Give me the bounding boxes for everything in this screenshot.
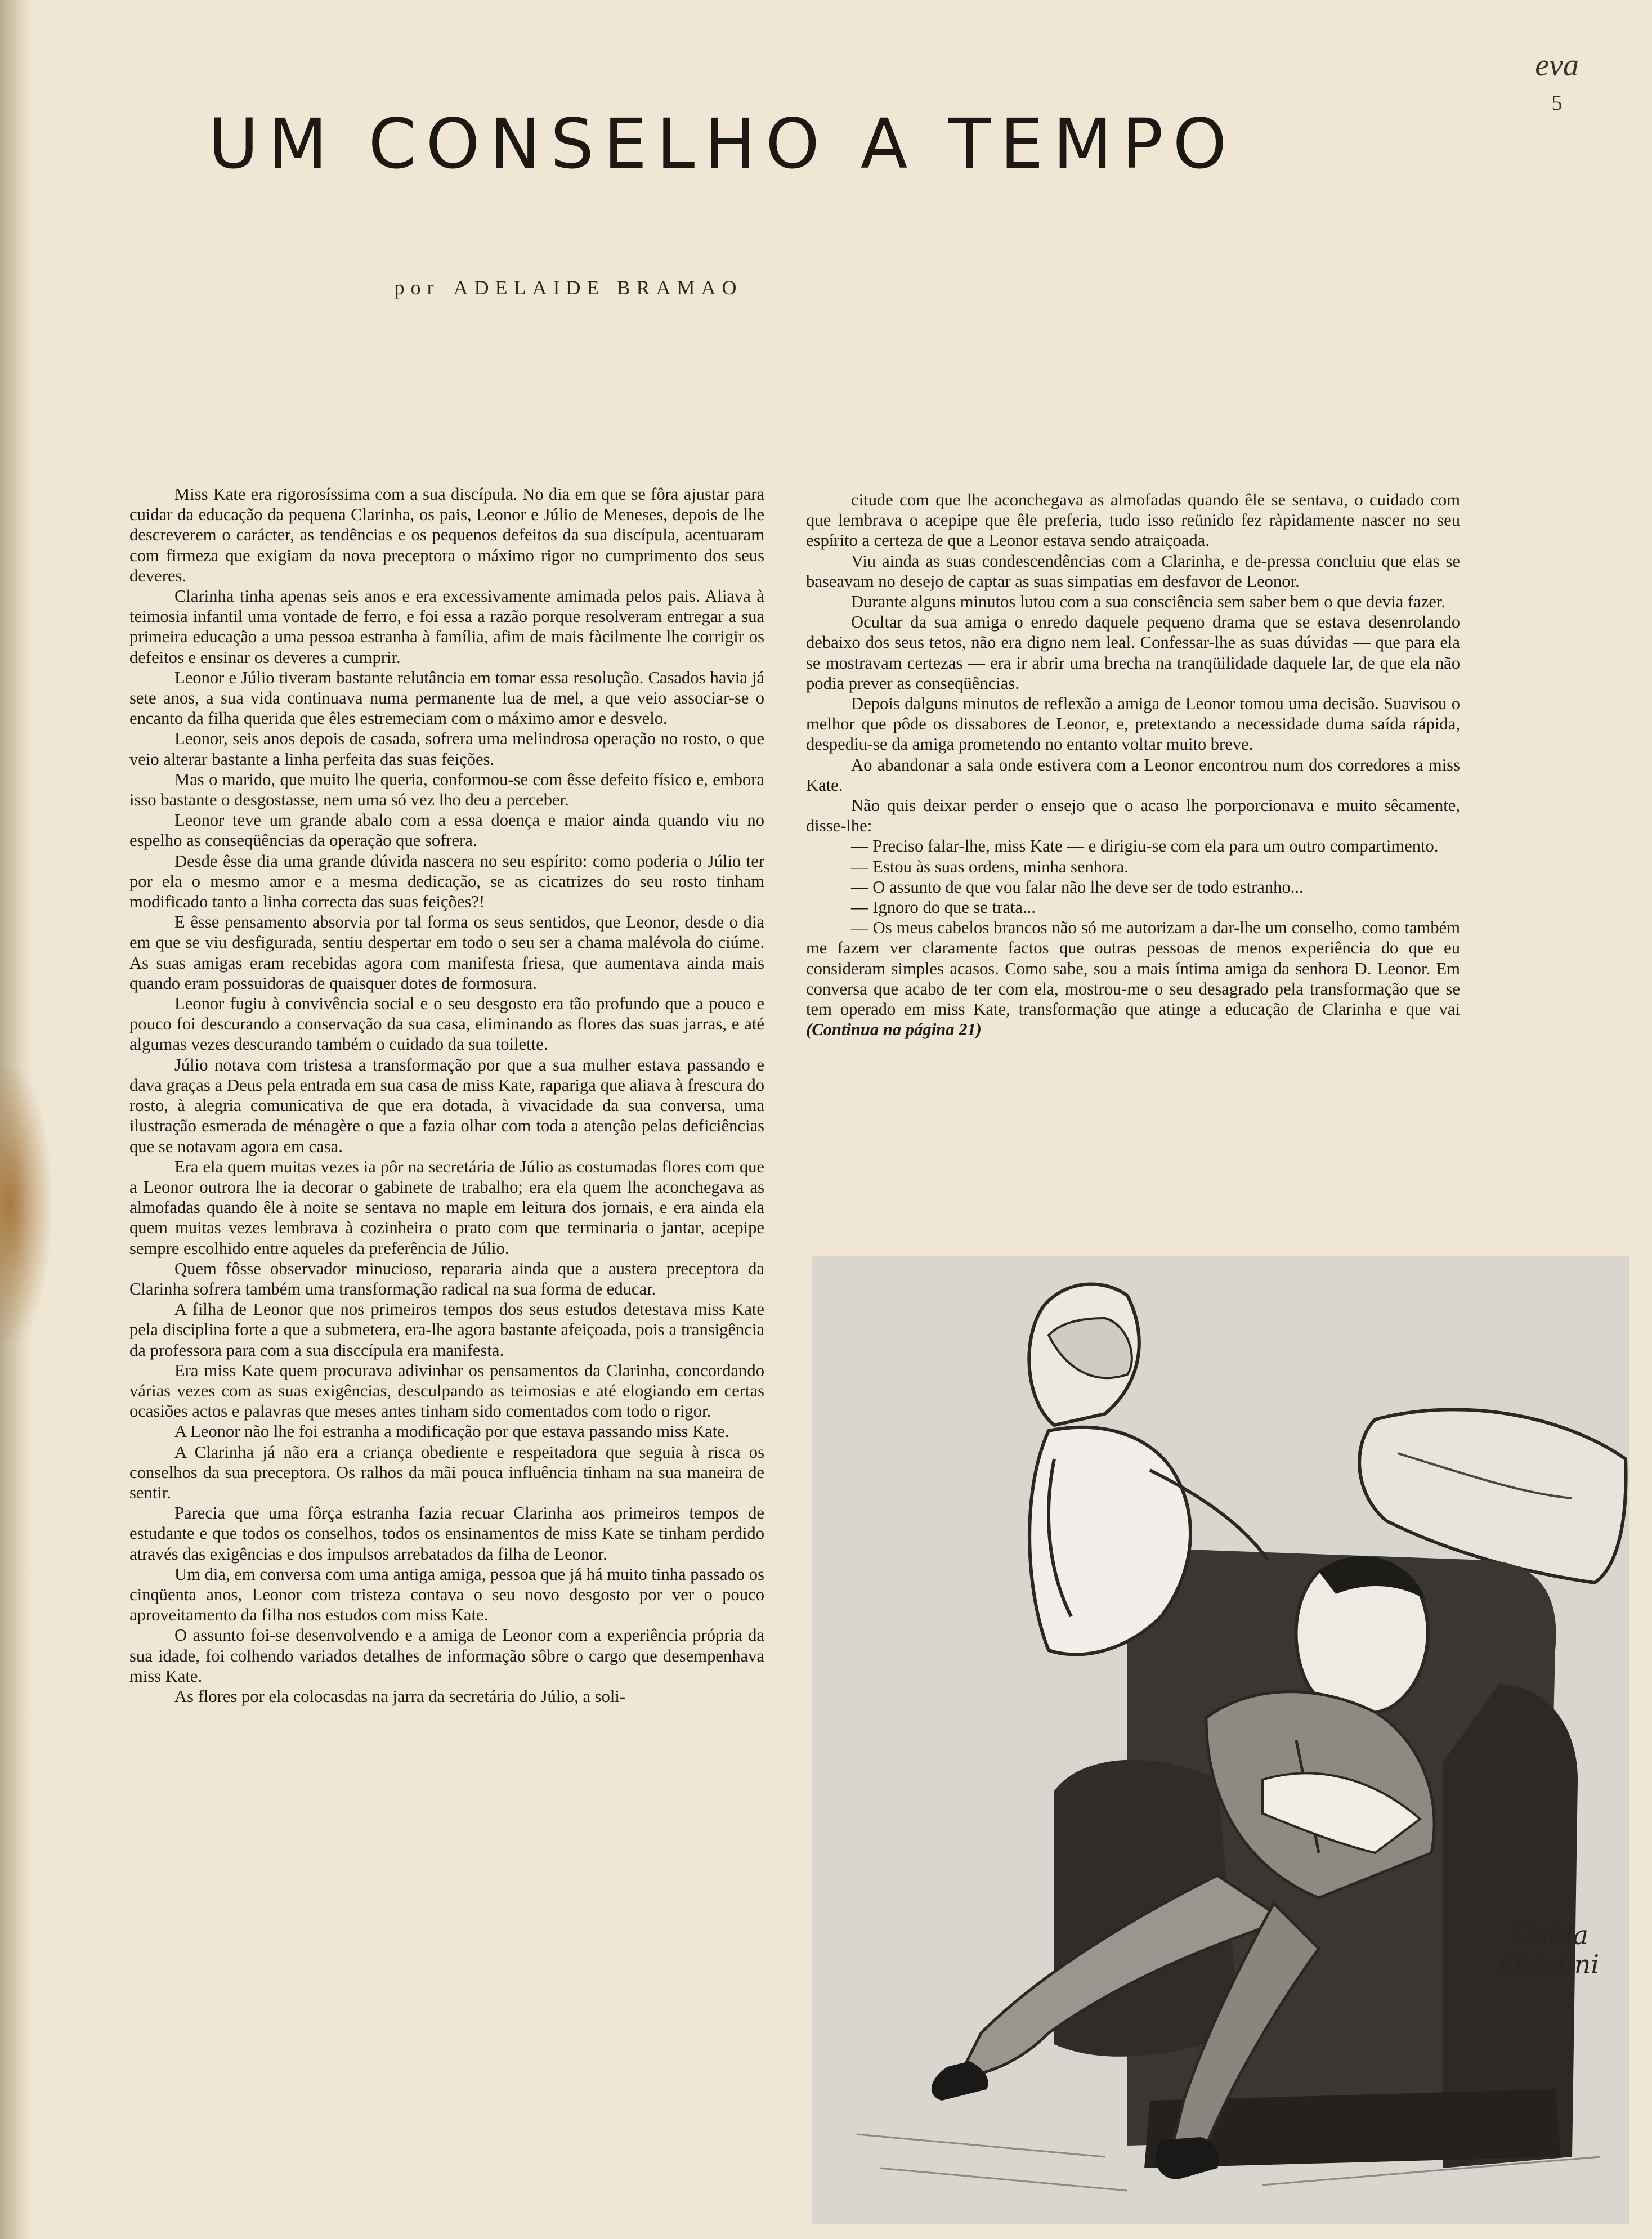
article-paragraph: O assunto foi-se desenvolvendo e a amiga de Leonor com a experiência própria da sua idade, foi colhendo variados detalhes de informação sôbre o cargo que desempenhava miss Kate. xyxy=(129,1625,764,1686)
article-column-left xyxy=(129,484,764,1707)
continuation-note: (Continua na página 21) xyxy=(806,1020,982,1040)
article-paragraph: — O assunto de que vou falar não lhe deve ser de todo estranho... xyxy=(851,877,1304,897)
article-byline xyxy=(0,276,1137,299)
paper-stain xyxy=(0,1069,51,1340)
illustration-drawing xyxy=(812,1256,1629,2224)
article-paragraph: Leonor teve um grande abalo com a essa doença e maior ainda quando viu no espelho as conseqüências da operação que sofrera. xyxy=(129,810,764,850)
magazine-masthead xyxy=(1535,50,1579,114)
magazine-name: eva xyxy=(1535,48,1579,83)
article-paragraph: Um dia, em conversa com uma antiga amiga, pessoa que já há muito tinha passado os cinqüenta anos, Leonor com tristeza contava o seu novo desgosto por ver o pouco aproveitamento da filha nos estudos com miss Kate. xyxy=(129,1564,764,1625)
article-paragraph: Parecia que uma fôrça estranha fazia recuar Clarinha aos primeiros tempos de estudante e que todos os conselhos, todos os ensinamentos de miss Kate se tinham perdido através das exigências e dos impulsos arrebatados da filha de Leonor. xyxy=(129,1503,764,1564)
article-paragraph: — Os meus cabelos brancos não só me autorizam a dar-lhe um conselho, como também me fazem ver claramente factos que outras pessoas de menos experiência do que eu consideram simples acasos. Como sabe, sou a mais íntima amiga da senhora D. Leonor. Em conversa que acabo de ter com ela, mostrou-me o seu desagrado pela transformação que se tem operado em miss Kate, transformação que atinge a educação de Clarinha e que vai (Continua na página 21) xyxy=(806,918,1460,1040)
article-paragraph: citude com que lhe aconchegava as almofadas quando êle se sentava, o cuidado com que lembrava o acepipe que êle preferia, tudo isso reünido fez ràpidamente nascer no seu espírito a certeza de que a Leonor estava sendo atraiçoada. xyxy=(806,490,1460,550)
article-illustration xyxy=(812,1256,1629,2224)
article-paragraph: — Ignoro do que se trata... xyxy=(851,898,1036,917)
illustrator-signature: Guida Ottolini xyxy=(1499,1920,1600,1980)
article-paragraph: A Clarinha já não era a criança obediente e respeitadora que seguia à risca os conselhos da sua preceptora. Os ralhos da mãi pouca influência tinham na sua maneira de sentir. xyxy=(129,1442,764,1502)
article-paragraph: Depois dalguns minutos de reflexão a amiga de Leonor tomou uma decisão. Suavisou o melhor que pôde os dissabores de Leonor, e, pretextando a necessidade duma saída rápida, despediu-se da amiga prometendo no entanto voltar muito breve. xyxy=(806,694,1460,754)
article-paragraph: Era miss Kate quem procurava adivinhar os pensamentos da Clarinha, concordando várias vezes com as suas exigências, desculpando as teimosias e até elogiando em certas ocasiões actos e palavras que meses antes tinham sido comentados com todo o rigor. xyxy=(129,1360,764,1421)
article-paragraph: Leonor e Júlio tiveram bastante relutância em tomar essa resolução. Casados havia já sete anos, a sua vida continuava numa permanente lua de mel, a que veio associar-se o encanto da filha querida que êles estremeciam com o máximo amor e desvelo. xyxy=(129,668,764,728)
article-paragraph: Júlio notava com tristesa a transformação por que a sua mulher estava passando e dava graças a Deus pela entrada em sua casa de miss Kate, rapariga que aliava à frescura do rosto, à alegria comunicativa de que era dotada, à vivacidade da sua conversa, uma ilustração esmerada de ménagère o que a fazia olhar com toda a atenção pelas deficiências que se notavam agora em casa. xyxy=(129,1055,764,1156)
page-number: 5 xyxy=(1551,91,1563,115)
article-paragraph: Quem fôsse observador minucioso, repararia ainda que a austera preceptora da Clarinha sofrera também uma transformação radical na sua forma de educar. xyxy=(129,1259,764,1298)
article-paragraph: Ocultar da sua amiga o enredo daquele pequeno drama que se estava desenrolando debaixo dos seus tetos, não era digno nem leal. Confessar-lhe as suas dúvidas — que para ela se mostravam certezas — era ir abrir uma brecha na tranqüilidade daquele lar, de que ela não podia prever as conseqüências. xyxy=(806,612,1460,693)
article-paragraph: Leonor, seis anos depois de casada, sofrera uma melindrosa operação no rosto, o que veio alterar bastante a linha perfeita das suas feições. xyxy=(129,729,764,769)
article-column-right xyxy=(806,490,1460,1040)
article-paragraph: As flores por ela colocasdas na jarra da secretária do Júlio, a soli- xyxy=(174,1686,626,1706)
article-paragraph: Viu ainda as suas condescendências com a Clarinha, e de-pressa concluiu que elas se baseavam no desejo de captar as suas simpatias em desfavor de Leonor. xyxy=(806,551,1460,591)
article-title: UM CONSELHO A TEMPO xyxy=(208,104,1237,184)
article-paragraph: Desde êsse dia uma grande dúvida nascera no seu espírito: como poderia o Júlio ter por ela o mesmo amor e a mesma dedicação, se as cicatrizes do seu rosto tinham modificado tanto a linha correcta das suas feições?! xyxy=(129,851,764,912)
article-paragraph: — Estou às suas ordens, minha senhora. xyxy=(851,857,1129,876)
article-paragraph: E êsse pensamento absorvia por tal forma os seus sentidos, que Leonor, desde o dia em que se viu desfigurada, sentiu despertar em todo o seu ser a chama malévola do ciúme. As suas amigas eram recebidas agora com manifesta friesa, que aumentava ainda mais quando eram possuidoras de quaisquer dotes de formosura. xyxy=(129,912,764,993)
article-paragraph: A Leonor não lhe foi estranha a modificação por que estava passando miss Kate. xyxy=(174,1422,729,1441)
byline-prefix: por xyxy=(394,276,440,299)
article-paragraph: — Preciso falar-lhe, miss Kate — e dirigiu-se com ela para um outro compartimento. xyxy=(851,836,1439,856)
article-paragraph: Miss Kate era rigorosíssima com a sua discípula. No dia em que se fôra ajustar para cuidar da educação da pequena Clarinha, os pais, Leonor e Júlio de Meneses, depois de lhe descreverem o carácter, as tendências e os pequenos defeitos da sua discípula, acentuaram com firmeza que exigiam da nova preceptora o máximo rigor no cumprimento dos seus deveres. xyxy=(129,485,764,585)
article-paragraph: Clarinha tinha apenas seis anos e era excessivamente amimada pelos pais. Aliava à teimosia infantil uma vontade de ferro, e foi essa a razão porque resolveram entregar a sua primeira educação a uma pessoa estranha à família, afim de mais fàcilmente lhe corrigir os defeitos e ensinar os deveres a cumprir. xyxy=(129,586,764,667)
article-paragraph: Não quis deixar perder o ensejo que o acaso lhe porporcionava e muito sêcamente, disse-lhe: xyxy=(806,796,1460,836)
article-paragraph: A filha de Leonor que nos primeiros tempos dos seus estudos detestava miss Kate pela disciplina forte a que a submetera, era-lhe agora bastante afeiçoada, pois a transigência da professora para com a sua disccípula era manifesta. xyxy=(129,1300,764,1360)
article-paragraph: Leonor fugiu à convivência social e o seu desgosto era tão profundo que a pouco e pouco foi descurando a conservação da sua casa, eliminando as flores das suas jarras, e até algumas vezes descurando também o cuidado da sua toilette. xyxy=(129,994,764,1054)
article-paragraph: Ao abandonar a sala onde estivera com a Leonor encontrou num dos corredores a miss Kate. xyxy=(806,755,1460,795)
article-paragraph: Era ela quem muitas vezes ia pôr na secretária de Júlio as costumadas flores com que a Leonor outrora lhe ia decorar o gabinete de trabalho; era ela quem lhe aconchegava as almofadas quando êle à noite se sentava no maple em leitura dos jornais, e era ainda ela quem muitas vezes lembrava à cozinheira o prato com que terminaria o jantar, acepipe sempre escolhido entre aqueles da preferência de Júlio. xyxy=(129,1157,764,1258)
author-name: ADELAIDE BRAMAO xyxy=(453,276,743,299)
article-paragraph: Durante alguns minutos lutou com a sua consciência sem saber bem o que devia fazer. xyxy=(851,592,1445,612)
article-paragraph: Mas o marido, que muito lhe queria, conformou-se com êsse defeito físico e, embora isso bastante o desgostasse, nem uma só vez lho deu a perceber. xyxy=(129,769,764,810)
